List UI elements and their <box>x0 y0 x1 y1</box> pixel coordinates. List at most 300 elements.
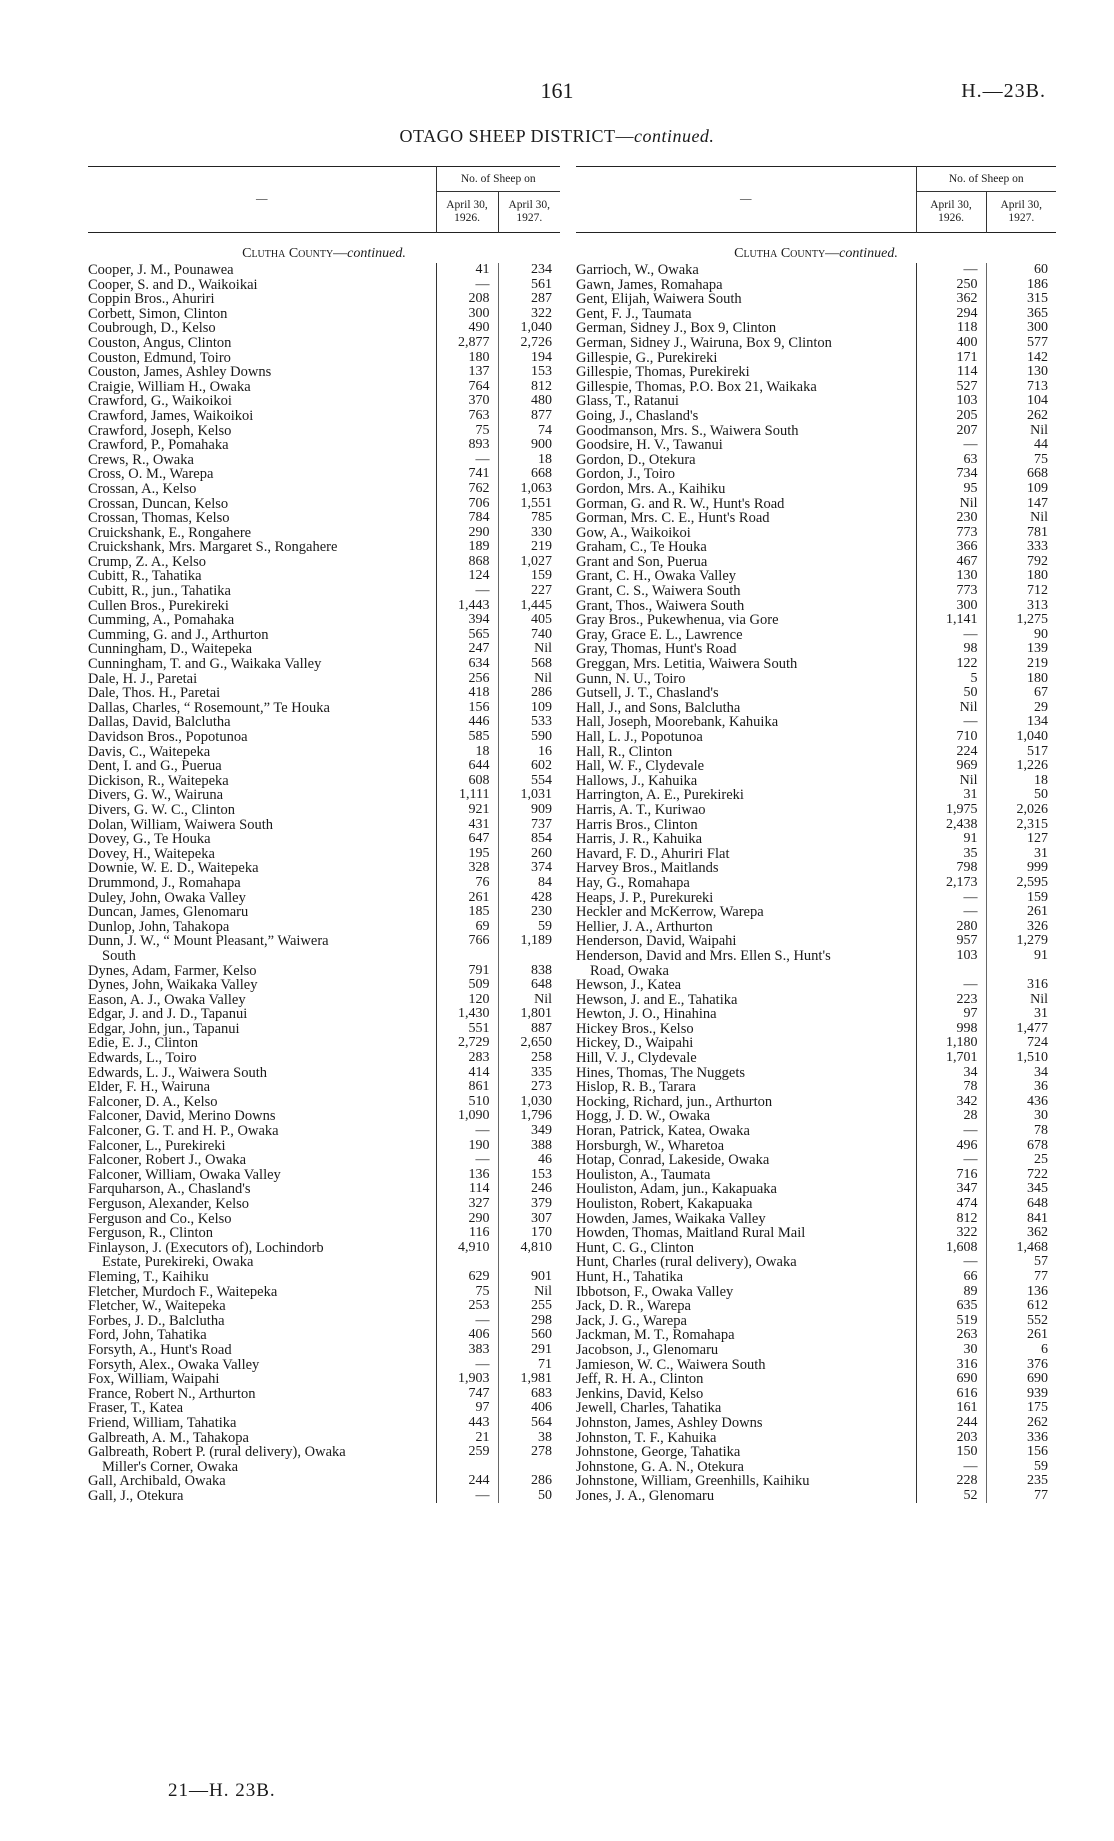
owner-name: Jacobson, J., Glenomaru <box>576 1341 719 1358</box>
column-dash: — <box>256 193 268 205</box>
owner-name: Divers, G. W. C., Clinton <box>88 801 236 818</box>
sheep-1927: 1,510 <box>986 1051 1056 1066</box>
sheep-1927: 683 <box>498 1387 560 1402</box>
sheep-1926: 443 <box>436 1416 498 1431</box>
table-row <box>576 672 1056 687</box>
table-row <box>88 759 560 774</box>
sheep-1927: 84 <box>498 876 560 891</box>
table-row <box>576 730 1056 745</box>
sheep-1927: 18 <box>986 774 1056 789</box>
table-row <box>576 861 1056 876</box>
sheep-1926: 103 <box>916 394 986 409</box>
column-group-label: No. of Sheep on <box>436 167 560 192</box>
sheep-1926 <box>916 964 986 979</box>
sheep-1927: 1,275 <box>986 613 1056 628</box>
sheep-1926: 969 <box>916 759 986 774</box>
sheep-1927: 50 <box>986 788 1056 803</box>
owner-name: Henderson, David and Mrs. Ellen S., Hunt's <box>576 947 831 964</box>
table-row <box>576 1036 1056 1051</box>
sheep-1926: — <box>916 438 986 453</box>
sheep-1927: Nil <box>986 424 1056 439</box>
sheep-1927 <box>498 949 560 964</box>
table-row <box>88 467 560 482</box>
owner-name: Edie, E. J., Clinton <box>88 1035 198 1052</box>
sheep-1927: 18 <box>498 453 560 468</box>
owner-name: Grant and Son, Puerua <box>576 553 708 570</box>
sheep-1926: 97 <box>916 1007 986 1022</box>
sheep-1926: 2,173 <box>916 876 986 891</box>
owner-name: Fletcher, W., Waitepeka <box>88 1298 226 1315</box>
table-row <box>576 263 1056 278</box>
left-table-body <box>88 233 560 1504</box>
sheep-1926: 205 <box>916 409 986 424</box>
owner-name: Falconer, G. T. and H. P., Owaka <box>88 1123 279 1140</box>
table-row <box>88 803 560 818</box>
sheep-1927: 713 <box>986 380 1056 395</box>
sheep-1926: 161 <box>916 1401 986 1416</box>
owner-name: Havard, F. D., Ahuriri Flat <box>576 845 730 862</box>
owner-name: Fletcher, Murdoch F., Waitepeka <box>88 1283 278 1300</box>
sheep-1926: 766 <box>436 934 498 949</box>
title-text: OTAGO SHEEP DISTRICT— <box>399 126 634 146</box>
owner-name: Dent, I. and G., Puerua <box>88 758 222 775</box>
owner-name: Gordon, J., Toiro <box>576 466 676 483</box>
table-row <box>88 584 560 599</box>
sheep-1927: 480 <box>498 394 560 409</box>
sheep-1926: 2,438 <box>916 818 986 833</box>
owner-name: German, Sidney J., Wairuna, Box 9, Clinton <box>576 334 832 351</box>
table-row <box>576 438 1056 453</box>
owner-name: Hocking, Richard, jun., Arthurton <box>576 1093 773 1110</box>
owner-name: Hall, W. F., Clydevale <box>576 758 705 775</box>
owner-name: Cunningham, D., Waitepeka <box>88 641 253 658</box>
sheep-1927: 533 <box>498 715 560 730</box>
sheep-1927: 74 <box>498 424 560 439</box>
owner-name: Davidson Bros., Popotunoa <box>88 729 248 745</box>
sheep-1926: 366 <box>916 540 986 555</box>
owner-name: German, Sidney J., Box 9, Clinton <box>576 320 777 337</box>
sheep-1926: 76 <box>436 876 498 891</box>
owner-name: Jamieson, W. C., Waiwera South <box>576 1356 766 1373</box>
table-row <box>576 1445 1056 1460</box>
owner-name: Falconer, David, Merino Downs <box>88 1108 276 1125</box>
sheep-1927: 31 <box>986 847 1056 862</box>
table-row <box>88 1314 560 1329</box>
table-row <box>576 1460 1056 1475</box>
table-row <box>576 1270 1056 1285</box>
sheep-1926: 527 <box>916 380 986 395</box>
sheep-1927: 194 <box>498 351 560 366</box>
owner-name: Crawford, G., Waikoikoi <box>88 393 232 410</box>
sheep-1926: 585 <box>436 730 498 745</box>
sheep-1926: 52 <box>916 1489 986 1504</box>
sheep-1926: 764 <box>436 380 498 395</box>
sheep-1927: 130 <box>986 365 1056 380</box>
sheep-1926: 75 <box>436 1285 498 1300</box>
owner-name: Cruickshank, E., Rongahere <box>88 524 252 541</box>
owner-name: Finlayson, J. (Executors of), Lochindorb <box>88 1239 324 1256</box>
sheep-1926: 490 <box>436 321 498 336</box>
table-row <box>88 263 560 278</box>
table-row <box>88 818 560 833</box>
sheep-1927: 326 <box>986 920 1056 935</box>
sheep-1927: 262 <box>986 1416 1056 1431</box>
table-row <box>88 642 560 657</box>
sheep-1927: 78 <box>986 1124 1056 1139</box>
table-row <box>576 745 1056 760</box>
table-row <box>576 1007 1056 1022</box>
table-row <box>576 1182 1056 1197</box>
sheep-1927: 300 <box>986 321 1056 336</box>
table-row <box>88 847 560 862</box>
sheep-1926: — <box>916 891 986 906</box>
owner-name: Duley, John, Owaka Valley <box>88 889 246 906</box>
table-row <box>88 993 560 1008</box>
owner-name: Grant, C. H., Owaka Valley <box>576 568 737 585</box>
table-row <box>88 628 560 643</box>
table-row <box>88 1372 560 1387</box>
sheep-1927: 345 <box>986 1182 1056 1197</box>
table-row <box>576 818 1056 833</box>
sheep-1926: 861 <box>436 1080 498 1095</box>
sheep-1927: 335 <box>498 1066 560 1081</box>
owner-name: Ferguson and Co., Kelso <box>88 1210 232 1227</box>
owner-name: Grant, C. S., Waiwera South <box>576 583 741 600</box>
owner-name: Falconer, William, Owaka Valley <box>88 1166 281 1183</box>
sheep-1926: — <box>436 1489 498 1504</box>
table-row <box>88 292 560 307</box>
sheep-1927: 1,477 <box>986 1022 1056 1037</box>
owner-name: Gall, Archibald, Owaka <box>88 1473 226 1490</box>
sheep-1927: 38 <box>498 1431 560 1446</box>
sheep-1927: 255 <box>498 1299 560 1314</box>
sheep-1927: 59 <box>986 1460 1056 1475</box>
table-row <box>576 642 1056 657</box>
owner-name: Howden, Thomas, Maitland Rural Mail <box>576 1225 806 1242</box>
sheep-1927: 59 <box>498 920 560 935</box>
county-heading: Clutha County—continued. <box>242 246 406 261</box>
owner-name: Hall, J., and Sons, Balclutha <box>576 699 741 716</box>
sheep-1926: 137 <box>436 365 498 380</box>
sheep-1927: 60 <box>986 263 1056 278</box>
sheep-1927: 900 <box>498 438 560 453</box>
sheep-1926: 647 <box>436 832 498 847</box>
sheep-1926: 195 <box>436 847 498 862</box>
sheep-1926: 95 <box>916 482 986 497</box>
sheep-1927: 1,551 <box>498 497 560 512</box>
table-row <box>576 1285 1056 1300</box>
owner-name: Gawn, James, Romahapa <box>576 276 723 293</box>
sheep-1926: 50 <box>916 686 986 701</box>
table-row <box>576 1124 1056 1139</box>
sheep-1926: — <box>436 278 498 293</box>
owner-name: Goodmanson, Mrs. S., Waiwera South <box>576 422 799 439</box>
table-row <box>88 1226 560 1241</box>
table-row <box>576 1066 1056 1081</box>
table-row <box>576 307 1056 322</box>
table-row <box>88 1387 560 1402</box>
owner-name: Gow, A., Waikoikoi <box>576 524 691 541</box>
owner-name: Ferguson, R., Clinton <box>88 1225 214 1242</box>
owner-name: Elder, F. H., Wairuna <box>88 1079 211 1096</box>
sheep-1927: Nil <box>986 993 1056 1008</box>
owner-name: Gordon, Mrs. A., Kaihiku <box>576 480 726 497</box>
table-row <box>576 1168 1056 1183</box>
table-row <box>88 424 560 439</box>
sheep-1927: 307 <box>498 1212 560 1227</box>
owner-name: Ford, John, Tahatika <box>88 1327 207 1344</box>
table-row <box>88 964 560 979</box>
sheep-1927: 365 <box>986 307 1056 322</box>
sheep-1926: 1,430 <box>436 1007 498 1022</box>
table-row <box>576 1051 1056 1066</box>
sheep-1926: 259 <box>436 1445 498 1460</box>
sheep-1926: — <box>916 1124 986 1139</box>
table-row <box>88 1109 560 1124</box>
owner-name: Johnstone, William, Greenhills, Kaihiku <box>576 1473 810 1490</box>
owner-name: Cumming, G. and J., Arthurton <box>88 626 269 643</box>
sheep-1926: 1,443 <box>436 599 498 614</box>
table-row <box>88 1022 560 1037</box>
sheep-1927: 46 <box>498 1153 560 1168</box>
owner-name: Hallows, J., Kahuika <box>576 772 698 789</box>
owner-name: Harvey Bros., Maitlands <box>576 860 719 877</box>
sheep-1927: Nil <box>498 642 560 657</box>
sheep-1927: 668 <box>986 467 1056 482</box>
sheep-1926: 69 <box>436 920 498 935</box>
sheep-1927: 258 <box>498 1051 560 1066</box>
owner-name: Johnston, James, Ashley Downs <box>576 1414 763 1431</box>
sheep-1926: 1,608 <box>916 1241 986 1256</box>
sheep-1927: 1,031 <box>498 788 560 803</box>
sheep-1927: 71 <box>498 1358 560 1373</box>
page-title <box>0 126 1114 147</box>
sheep-1927: 678 <box>986 1139 1056 1154</box>
owner-name: Johnstone, George, Tahatika <box>576 1444 741 1461</box>
owner-name: Crews, R., Owaka <box>88 451 194 468</box>
sheep-1926: 635 <box>916 1299 986 1314</box>
sheep-1926: 223 <box>916 993 986 1008</box>
owner-name: Couston, Edmund, Toiro <box>88 349 231 366</box>
sheep-1926: — <box>436 1153 498 1168</box>
owner-name: Forbes, J. D., Balclutha <box>88 1312 225 1329</box>
sheep-1927: 552 <box>986 1314 1056 1329</box>
sheep-1927: 57 <box>986 1255 1056 1270</box>
sheep-1926: 328 <box>436 861 498 876</box>
column-group-label: No. of Sheep on <box>916 167 1056 192</box>
owner-name: Crawford, P., Pomahaka <box>88 437 229 454</box>
sheep-1926: 957 <box>916 934 986 949</box>
table-row <box>88 1080 560 1095</box>
table-row <box>88 934 560 949</box>
table-row <box>88 1168 560 1183</box>
sheep-1927 <box>986 964 1056 979</box>
sheep-1927: 286 <box>498 1474 560 1489</box>
owner-name: Ferguson, Alexander, Kelso <box>88 1196 250 1212</box>
sheep-1926: — <box>436 1124 498 1139</box>
owner-name: Gordon, D., Otekura <box>576 451 696 468</box>
owner-name: Drummond, J., Romahapa <box>88 874 241 891</box>
sheep-1927: 31 <box>986 1007 1056 1022</box>
sheep-1927: 405 <box>498 613 560 628</box>
table-row <box>576 511 1056 526</box>
sheep-1927: 602 <box>498 759 560 774</box>
sheep-1926: 1,111 <box>436 788 498 803</box>
sheep-1926: 394 <box>436 613 498 628</box>
sheep-1927: 737 <box>498 818 560 833</box>
table-row <box>88 876 560 891</box>
table-row <box>576 774 1056 789</box>
sheep-1926: 716 <box>916 1168 986 1183</box>
sheep-1927: 316 <box>986 978 1056 993</box>
sheep-1926: 418 <box>436 686 498 701</box>
owner-name: Crossan, Thomas, Kelso <box>88 510 230 527</box>
table-row <box>576 497 1056 512</box>
sheep-1926: 868 <box>436 555 498 570</box>
owner-name: Dallas, Charles, “ Rosemount,” Te Houka <box>88 699 330 716</box>
owner-name: Gillespie, Thomas, P.O. Box 21, Waikaka <box>576 378 817 395</box>
sheep-1926: 347 <box>916 1182 986 1197</box>
owner-name: Gray Bros., Pukewhenua, via Gore <box>576 612 779 629</box>
owner-name: Cross, O. M., Warepa <box>88 466 214 483</box>
sheep-1926: 21 <box>436 1431 498 1446</box>
table-row <box>88 920 560 935</box>
sheep-1927: 273 <box>498 1080 560 1095</box>
table-row <box>88 1474 560 1489</box>
owner-name: Henderson, David, Waipahi <box>576 933 737 950</box>
sheep-1927: 577 <box>986 336 1056 351</box>
sheep-1927: 740 <box>498 628 560 643</box>
sheep-1926: 31 <box>916 788 986 803</box>
table-row <box>88 540 560 555</box>
table-row <box>88 1299 560 1314</box>
right-table-header <box>576 167 1056 233</box>
table-row <box>88 1431 560 1446</box>
owner-name: Houliston, Robert, Kakapuaka <box>576 1196 753 1212</box>
owner-name: Gorman, Mrs. C. E., Hunt's Road <box>576 510 770 527</box>
sheep-1926: 893 <box>436 438 498 453</box>
sheep-1927: 298 <box>498 1314 560 1329</box>
owner-name: Road, Owaka <box>590 962 669 979</box>
owner-name: Goodsire, H. V., Tawanui <box>576 437 723 454</box>
right-table-body <box>576 233 1056 1504</box>
table-row <box>88 1255 560 1270</box>
sheep-1926: — <box>436 584 498 599</box>
sheep-1927: 262 <box>986 409 1056 424</box>
owner-name: Dunlop, John, Tahakopa <box>88 918 230 935</box>
table-row <box>576 555 1056 570</box>
sheep-1927: 379 <box>498 1197 560 1212</box>
sheep-1926: 114 <box>916 365 986 380</box>
sheep-1926: 28 <box>916 1109 986 1124</box>
owner-name: Going, J., Chasland's <box>576 407 699 424</box>
sheep-1927: 668 <box>498 467 560 482</box>
sheep-1926: 2,877 <box>436 336 498 351</box>
sheep-1926: 431 <box>436 818 498 833</box>
sheep-1926: 1,903 <box>436 1372 498 1387</box>
owner-name: Gutsell, J. T., Chasland's <box>576 685 719 702</box>
sheep-1927: Nil <box>498 1285 560 1300</box>
sheep-1926: — <box>916 715 986 730</box>
table-row <box>576 701 1056 716</box>
owner-name: Heckler and McKerrow, Warepa <box>576 904 764 921</box>
table-row <box>88 599 560 614</box>
owner-name: Graham, C., Te Houka <box>576 539 707 556</box>
table-row <box>576 788 1056 803</box>
sheep-1927: 30 <box>986 1109 1056 1124</box>
sheep-1926: 300 <box>436 307 498 322</box>
table-row <box>88 1328 560 1343</box>
owner-name: Corbett, Simon, Clinton <box>88 305 228 322</box>
sheep-1926: 998 <box>916 1022 986 1037</box>
table-row <box>576 599 1056 614</box>
sheep-1927: 724 <box>986 1036 1056 1051</box>
table-row <box>88 715 560 730</box>
sheep-1926: 189 <box>436 540 498 555</box>
sheep-1926: 1,701 <box>916 1051 986 1066</box>
table-row <box>576 949 1056 964</box>
table-row <box>576 321 1056 336</box>
owner-name: Edwards, L. J., Waiwera South <box>88 1064 267 1081</box>
sheep-1927: 877 <box>498 409 560 424</box>
table-row <box>576 1226 1056 1241</box>
sheep-1926: 1,975 <box>916 803 986 818</box>
owner-name: France, Robert N., Arthurton <box>88 1385 256 1402</box>
right-table <box>576 166 1056 1503</box>
sheep-1926: 203 <box>916 1431 986 1446</box>
owner-name: Downie, W. E. D., Waitepeka <box>88 860 259 877</box>
owner-name: Johnston, T. F., Kahuika <box>576 1429 717 1446</box>
sheep-1927: 812 <box>498 380 560 395</box>
owner-name: Gray, Thomas, Hunt's Road <box>576 641 737 658</box>
table-row <box>576 1299 1056 1314</box>
sheep-1927: 939 <box>986 1387 1056 1402</box>
owner-name: Dallas, David, Balclutha <box>88 714 231 731</box>
sheep-1927: 1,445 <box>498 599 560 614</box>
owner-name: Gray, Grace E. L., Lawrence <box>576 626 743 643</box>
table-row <box>576 1212 1056 1227</box>
owner-name: Glass, T., Ratanui <box>576 393 679 410</box>
sheep-1927: 186 <box>986 278 1056 293</box>
table-row <box>88 1489 560 1504</box>
sheep-1927: 153 <box>498 365 560 380</box>
sheep-1926: 244 <box>436 1474 498 1489</box>
owner-name: Harrington, A. E., Purekireki <box>576 787 744 804</box>
sheep-1927: 170 <box>498 1226 560 1241</box>
sheep-1926: 327 <box>436 1197 498 1212</box>
table-row <box>576 569 1056 584</box>
sheep-1926: 294 <box>916 307 986 322</box>
table-row <box>576 657 1056 672</box>
sheep-1926: 253 <box>436 1299 498 1314</box>
table-row <box>88 613 560 628</box>
sheep-1927: 287 <box>498 292 560 307</box>
sheep-1927: 313 <box>986 599 1056 614</box>
owner-name: Jones, J. A., Glenomaru <box>576 1487 715 1504</box>
owner-name: Ibbotson, F., Owaka Valley <box>576 1283 734 1300</box>
sheep-1926: 5 <box>916 672 986 687</box>
owner-name: Jack, J. G., Warepa <box>576 1312 687 1329</box>
sheep-1926: 122 <box>916 657 986 672</box>
owner-name: Edwards, L., Toiro <box>88 1050 197 1067</box>
sheep-1927: 142 <box>986 351 1056 366</box>
owner-name: Fox, William, Waipahi <box>88 1371 220 1388</box>
sheep-1926: 921 <box>436 803 498 818</box>
table-row <box>576 686 1056 701</box>
table-row <box>88 745 560 760</box>
sheep-1926: 263 <box>916 1328 986 1343</box>
table-row <box>88 526 560 541</box>
